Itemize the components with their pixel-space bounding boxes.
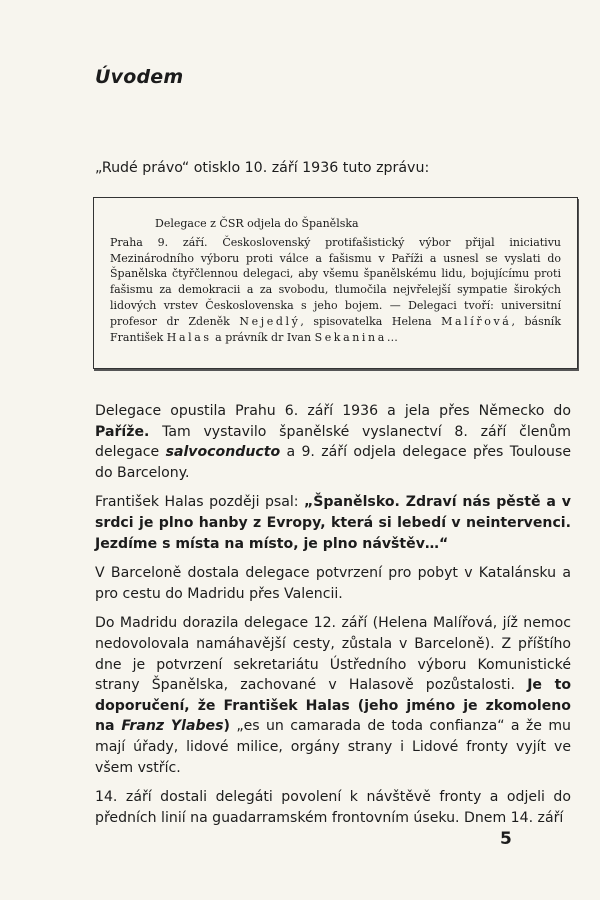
clipping-name: Halas xyxy=(166,330,212,344)
text-run-bold-italic: Franz Ylabes xyxy=(121,718,224,735)
clipping-title: Delegace z ČSR odjela do Španělska xyxy=(155,217,359,230)
text-run: a 9. září odjela delegace přes Toulouse do Barcelony. xyxy=(95,444,571,481)
intro-line: „Rudé právo“ otisklo 10. září 1936 tuto zprávu: xyxy=(95,160,430,176)
text-run-bold: Je to doporučení, že František Halas (jeho jméno je zkomoleno na xyxy=(95,677,571,735)
text-run-bold: Paříže. xyxy=(95,423,150,440)
text-run: Delegace opustila Prahu 6. září 1936 a jela přes Německo do xyxy=(95,403,571,419)
paragraph xyxy=(95,613,571,778)
page-number: 5 xyxy=(500,829,512,849)
clipping-text: … xyxy=(386,330,398,344)
text-run: František Halas později psal: xyxy=(95,494,304,511)
body-text xyxy=(95,401,571,837)
halas-quote: „Španělsko. Zdraví nás pěstě a v srdci je plno hanby z Evropy, která si lebedí v neintervenci. Jezdíme s místa na místo, je plno návštěv…“ xyxy=(95,494,571,552)
clipping-text: , básník František xyxy=(110,314,561,344)
chapter-heading: Úvodem xyxy=(95,66,184,88)
clipping-text: a právník dr Ivan xyxy=(211,330,315,344)
text-run-bold-italic: salvoconducto xyxy=(165,444,281,461)
paragraph xyxy=(95,492,571,554)
clipping-body xyxy=(110,235,561,346)
text-run: „es un camarada de toda confianza“ a že mu mají úřady, lidové milice, orgány strany i Lidové fronty vyjít ve všem vstříc. xyxy=(95,718,571,776)
text-run-bold: ) xyxy=(223,718,230,735)
clipping-text: Praha 9. září. Československý protifašistický výbor přijal iniciativu Mezinárodního výboru proti válce a fašismu v Paříži a usnesl se vyslati do Španělska čtyřčlennou delegaci, aby všemu španělskému lidu, bojujícímu proti fašismu za demokracii a za svobodu, tlumočila nejvřelejší sympatie širokých lidových vrstev Československa s jeho bojem. — Delegaci tvoří: universitní profesor dr Zdeněk xyxy=(110,235,561,328)
paragraph xyxy=(95,401,571,483)
clipping-name: Sekanina xyxy=(314,330,387,344)
clipping-text: , spisovatelka Helena xyxy=(300,314,442,328)
text-run: Tam vystavilo španělské vyslanectví 8. září členům delegace xyxy=(95,423,571,461)
clipping-name: Nejedlý xyxy=(239,314,301,328)
paragraph: 14. září dostali delegáti povolení k návštěvě fronty a odjeli do předních linií na guadarramském frontovním úseku. Dnem 14. září xyxy=(95,789,571,826)
text-run: Do Madridu dorazila delegace 12. září (Helena Malířová, jíž nemoc nedovolovala namáhavější cesty, zůstala v Barceloně). Z příštího dne je potvrzení sekretariátu Ústředního výboru Komunistické strany Španělska, zachované v Halasově pozůstalosti. xyxy=(95,615,571,694)
newspaper-clipping xyxy=(93,197,578,369)
paragraph: V Barceloně dostala delegace potvrzení pro pobyt v Katalánsku a pro cestu do Madridu přes Valencii. xyxy=(95,565,571,602)
clipping-name: Malířová xyxy=(441,314,512,328)
